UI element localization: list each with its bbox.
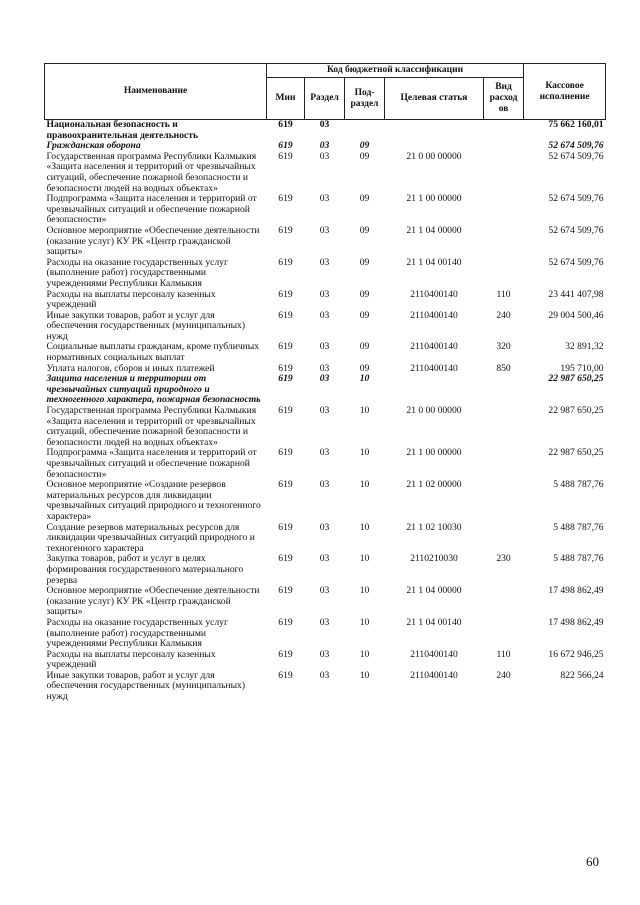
cell-podrazdel: 09 xyxy=(359,309,370,321)
cell-min: 619 xyxy=(278,193,293,205)
cell-min: 619 xyxy=(278,669,293,681)
cell-target: 2110210030 xyxy=(410,553,458,565)
cell-name: Создание резервов материальных ресурсов для ликвидации чрезвычайных ситуаций природного и техногенного характера xyxy=(46,521,255,554)
header-podrazdel: Под-раздел xyxy=(345,78,385,120)
cell-amount: 52 674 509,76 xyxy=(548,256,604,268)
cell-target: 21 1 00 00000 xyxy=(406,447,462,459)
table-row xyxy=(45,120,606,142)
cell-target: 2110400140 xyxy=(410,669,458,681)
cell-name: Основное мероприятие «Создание резервов материальных ресурсов для ликвидации чрезвычайных ситуаций природного и техногенного характера» xyxy=(46,479,261,522)
cell-podrazdel: 10 xyxy=(359,648,370,660)
cell-razdel: 03 xyxy=(319,669,330,681)
cell-min: 619 xyxy=(278,150,293,162)
cell-razdel: 03 xyxy=(319,479,330,491)
cell-amount: 22 987 650,25 xyxy=(548,405,604,417)
header-min: Мин xyxy=(267,78,305,120)
cell-razdel: 03 xyxy=(319,553,330,565)
cell-razdel: 03 xyxy=(319,447,330,459)
cell-amount: 17 498 862,49 xyxy=(548,585,604,597)
cell-min: 619 xyxy=(278,373,293,385)
cell-podrazdel: 10 xyxy=(359,447,370,459)
cell-amount: 52 674 509,76 xyxy=(548,193,604,205)
cell-vid xyxy=(484,374,524,406)
cell-min: 619 xyxy=(278,648,293,660)
cell-podrazdel: 09 xyxy=(359,224,370,236)
cell-razdel: 03 xyxy=(319,373,330,385)
cell-razdel: 03 xyxy=(319,256,330,268)
cell-podrazdel: 10 xyxy=(359,405,370,417)
cell-amount: 5 488 787,76 xyxy=(553,479,604,491)
cell-razdel: 03 xyxy=(319,309,330,321)
page-number: 60 xyxy=(586,854,599,869)
cell-vid: 110 xyxy=(496,288,511,300)
cell-target: 2110400140 xyxy=(410,288,458,300)
table-row xyxy=(45,406,606,448)
cell-podrazdel: 10 xyxy=(359,373,370,385)
table-row xyxy=(45,342,606,363)
cell-name: Закупка товаров, работ и услуг в целях формирования государственного материального резерва xyxy=(46,553,244,586)
cell-amount: 52 674 509,76 xyxy=(548,150,604,162)
cell-min: 619 xyxy=(278,585,293,597)
cell-name: Основное мероприятие «Обеспечение деятельности (оказание услуг) КУ РК «Центр гражданской защиты» xyxy=(46,585,260,618)
cell-razdel: 03 xyxy=(319,224,330,236)
cell-podrazdel: 09 xyxy=(359,140,370,152)
cell-amount: 52 674 509,76 xyxy=(548,224,604,236)
cell-vid xyxy=(484,194,524,226)
cell-vid: 240 xyxy=(496,669,511,681)
cell-min: 619 xyxy=(278,616,293,628)
cell-target: 21 1 00 00000 xyxy=(406,193,462,205)
cell-podrazdel: 10 xyxy=(359,669,370,681)
cell-target: 2110400140 xyxy=(410,362,458,374)
table-row xyxy=(45,374,606,406)
cell-podrazdel: 09 xyxy=(359,362,370,374)
cell-podrazdel: 09 xyxy=(359,150,370,162)
cell-vid: 320 xyxy=(496,341,511,353)
cell-name: Расходы на оказание государственных услуг (выполнение работ) государственными учреждениями Республики Калмыкия xyxy=(46,616,228,650)
cell-min: 619 xyxy=(278,479,293,491)
cell-razdel: 03 xyxy=(319,362,330,374)
cell-target: 2110400140 xyxy=(410,341,458,353)
cell-podrazdel: 10 xyxy=(359,616,370,628)
cell-podrazdel: 09 xyxy=(359,341,370,353)
cell-min: 619 xyxy=(278,119,293,130)
table-row xyxy=(45,290,606,311)
cell-target: 21 1 04 00000 xyxy=(406,585,462,597)
cell-name: Расходы на оказание государственных услуг (выполнение работ) государственными учреждениями Республики Калмыкия xyxy=(46,256,228,289)
cell-name: Расходы на выплаты персоналу казенных учреждений xyxy=(46,288,216,311)
cell-amount: 17 498 862,49 xyxy=(548,616,604,628)
cell-target xyxy=(385,374,484,406)
cell-name: Основное мероприятие «Обеспечение деятельности (оказание услуг) КУ РК «Центр гражданской защиты» xyxy=(46,224,260,258)
cell-amount: 29 004 500,46 xyxy=(548,309,604,321)
cell-razdel: 03 xyxy=(319,585,330,597)
table-row xyxy=(45,671,606,703)
cell-razdel: 03 xyxy=(319,521,330,533)
cell-target xyxy=(385,120,484,142)
cell-razdel: 03 xyxy=(319,288,330,300)
cell-min: 619 xyxy=(278,256,293,268)
table-row xyxy=(45,448,606,480)
header-vid: Вид расход ов xyxy=(484,78,524,120)
table-row xyxy=(45,523,606,555)
cell-podrazdel: 10 xyxy=(359,553,370,565)
cell-name: Национальная безопасность и правоохранительная деятельность xyxy=(46,119,199,141)
cell-vid xyxy=(484,448,524,480)
cell-razdel: 03 xyxy=(319,341,330,353)
cell-razdel: 03 xyxy=(319,405,330,417)
cell-razdel: 03 xyxy=(319,140,330,152)
table-row xyxy=(45,480,606,522)
cell-podrazdel: 09 xyxy=(359,256,370,268)
cell-podrazdel xyxy=(345,120,385,142)
table-row xyxy=(45,618,606,650)
cell-name: Подпрограмма «Защита населения и территорий от чрезвычайных ситуаций и обеспечение пожарной безопасности» xyxy=(46,447,257,480)
cell-name: Государственная программа Республики Калмыкия «Защита населения и территорий от чрезвычайных ситуаций, обеспечение пожарной безопасности и безопасности людей на водных объектах» xyxy=(46,150,257,194)
cell-amount: 22 987 650,25 xyxy=(548,373,604,385)
cell-vid xyxy=(484,406,524,448)
cell-name: Расходы на выплаты персоналу казенных учреждений xyxy=(46,648,216,671)
table-row xyxy=(45,258,606,290)
cell-min: 619 xyxy=(278,140,293,152)
cell-vid xyxy=(484,586,524,618)
cell-target: 21 1 02 00000 xyxy=(406,479,462,491)
cell-min: 619 xyxy=(278,362,293,374)
table-row xyxy=(45,226,606,258)
header-code-group: Код бюджетной классификации xyxy=(267,64,524,78)
cell-razdel: 03 xyxy=(319,616,330,628)
cell-vid xyxy=(484,258,524,290)
cell-vid xyxy=(484,141,524,152)
cell-name: Иные закупки товаров, работ и услуг для обеспечения государственных (муниципальных) нужд xyxy=(46,669,246,703)
cell-amount: 16 672 946,25 xyxy=(548,648,604,660)
cell-target: 21 1 04 00000 xyxy=(406,224,462,236)
cell-amount: 23 441 407,98 xyxy=(548,288,604,300)
cell-amount: 5 488 787,76 xyxy=(553,521,604,533)
cell-min: 619 xyxy=(278,553,293,565)
cell-min: 619 xyxy=(278,224,293,236)
cell-name: Иные закупки товаров, работ и услуг для обеспечения государственных (муниципальных) нужд xyxy=(46,309,246,342)
cell-podrazdel: 10 xyxy=(359,479,370,491)
cell-podrazdel: 09 xyxy=(359,193,370,205)
header-razdel: Раздел xyxy=(305,78,345,120)
cell-target: 2110400140 xyxy=(410,648,458,660)
cell-min: 619 xyxy=(278,341,293,353)
table-row xyxy=(45,152,606,194)
cell-target: 21 1 04 00140 xyxy=(406,256,462,268)
cell-target: 21 0 00 00000 xyxy=(406,150,462,162)
cell-min: 619 xyxy=(278,405,293,417)
cell-razdel: 03 xyxy=(319,648,330,660)
cell-vid xyxy=(484,618,524,650)
table-row xyxy=(45,586,606,618)
cell-name: Уплата налогов, сборов и иных платежей xyxy=(46,362,215,374)
cell-vid: 240 xyxy=(496,309,511,321)
cell-amount: 22 987 650,25 xyxy=(548,447,604,459)
cell-amount: 5 488 787,76 xyxy=(553,553,604,565)
cell-vid xyxy=(484,480,524,522)
cell-name: Государственная программа Республики Калмыкия «Защита населения и территорий от чрезвычайных ситуаций, обеспечение пожарной безопасности и безопасности людей на водных объектах» xyxy=(46,405,257,448)
cell-name: Защита населения и территории от чрезвычайных ситуаций природного и техногенного характера, пожарная безопасность xyxy=(46,373,261,406)
table-row xyxy=(45,554,606,586)
cell-vid: 110 xyxy=(496,648,511,660)
cell-vid xyxy=(484,152,524,194)
header-target: Целевая статья xyxy=(385,78,484,120)
cell-min: 619 xyxy=(278,309,293,321)
cell-vid: 230 xyxy=(496,553,511,565)
cell-amount: 75 662 160,01 xyxy=(548,119,604,130)
cell-min: 619 xyxy=(278,288,293,300)
cell-target: 21 0 00 00000 xyxy=(406,405,462,417)
cell-target: 21 1 02 10030 xyxy=(406,521,462,533)
header-amount: Кассовое исполнение xyxy=(524,64,606,120)
cell-podrazdel: 10 xyxy=(359,585,370,597)
cell-target: 2110400140 xyxy=(410,309,458,321)
header-name: Наименование xyxy=(45,64,267,120)
table-row xyxy=(45,194,606,226)
table-row xyxy=(45,311,606,343)
cell-razdel: 03 xyxy=(319,119,330,130)
cell-vid xyxy=(484,523,524,555)
cell-podrazdel: 09 xyxy=(359,288,370,300)
cell-name: Социальные выплаты гражданам, кроме публичных нормативных социальных выплат xyxy=(46,341,260,364)
cell-vid xyxy=(484,120,524,142)
cell-target: 21 1 04 00140 xyxy=(406,616,462,628)
cell-razdel: 03 xyxy=(319,150,330,162)
cell-vid xyxy=(484,226,524,258)
cell-min: 619 xyxy=(278,521,293,533)
cell-amount: 52 674 509,76 xyxy=(548,140,604,152)
cell-razdel: 03 xyxy=(319,193,330,205)
cell-name: Подпрограмма «Защита населения и территорий от чрезвычайных ситуаций и обеспечение пожарной безопасности» xyxy=(46,193,257,226)
cell-amount: 32 891,32 xyxy=(565,341,604,353)
cell-min: 619 xyxy=(278,447,293,459)
budget-table xyxy=(44,63,606,703)
cell-name: Гражданская оборона xyxy=(46,140,141,152)
cell-podrazdel: 10 xyxy=(359,521,370,533)
cell-amount: 195 710,00 xyxy=(560,362,604,374)
cell-vid: 850 xyxy=(496,362,511,374)
table-row xyxy=(45,650,606,671)
cell-amount: 822 566,24 xyxy=(560,669,604,681)
